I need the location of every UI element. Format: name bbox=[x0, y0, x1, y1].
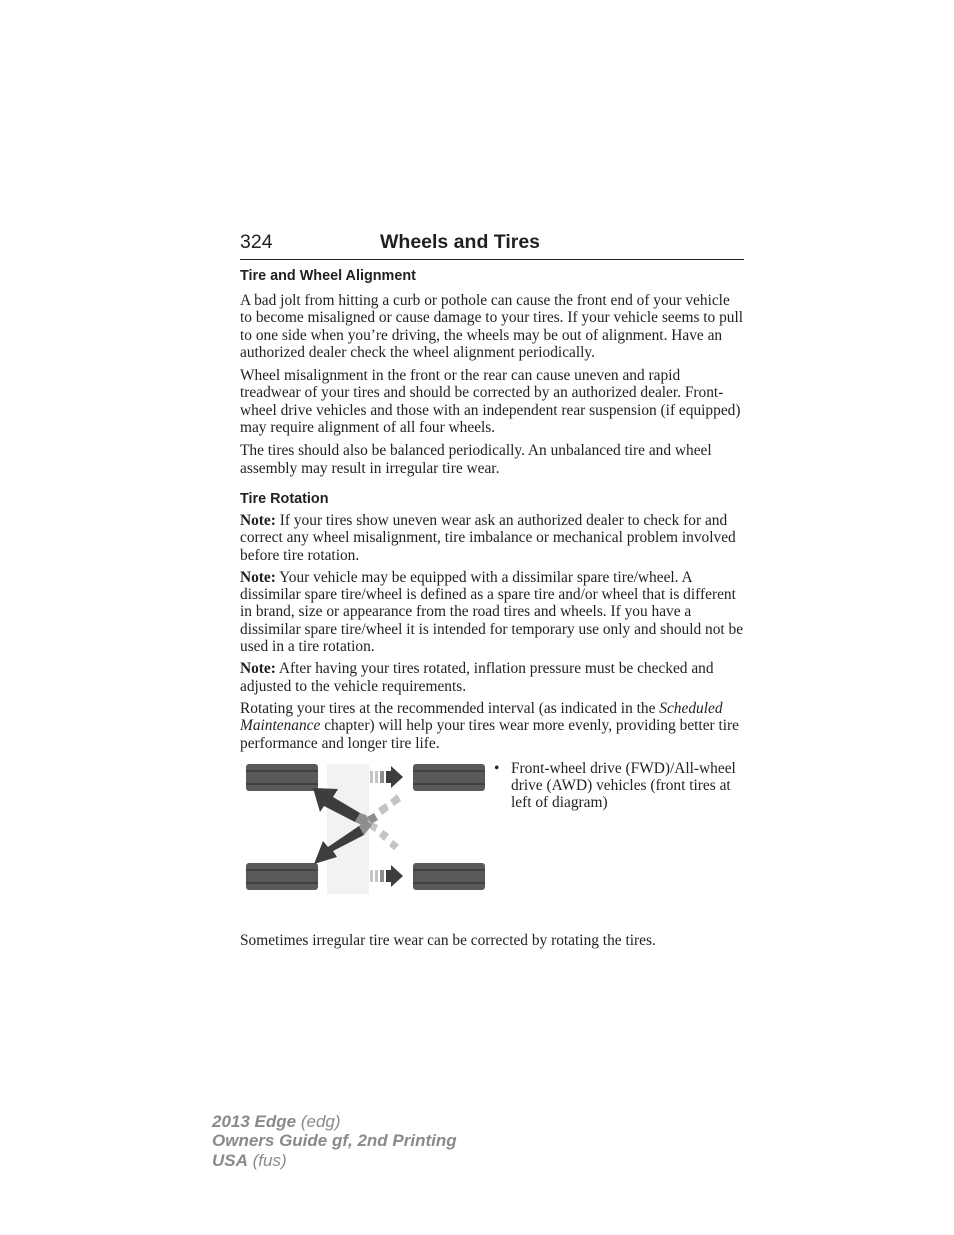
section-heading-rotation: Tire Rotation bbox=[240, 490, 329, 507]
arrow-front-to-rear-top bbox=[370, 766, 403, 788]
rotation-note-2 bbox=[240, 569, 744, 655]
section-heading-alignment: Tire and Wheel Alignment bbox=[240, 268, 416, 284]
closing-paragraph: Sometimes irregular tire wear can be corrected by rotating the tires. bbox=[240, 931, 656, 949]
note-label: Note: bbox=[240, 660, 276, 678]
page-content bbox=[240, 266, 744, 955]
rotation-note-1 bbox=[240, 512, 744, 564]
scheduled-maintenance-reference: Scheduled Maintenance bbox=[240, 699, 723, 735]
page-number: 324 bbox=[240, 231, 273, 253]
bullet-mark: • bbox=[494, 759, 500, 777]
note-text: Your vehicle may be equipped with a dissimilar spare tire/wheel. A dissimilar spare tire/wheel is defined as a spare tire and/or wheel that is different in brand, size or appearance from the road tires and wheels. If you have a dissimilar spare tire/wheel it is intended for temporary use only and should not be used in a tire rotation. bbox=[240, 568, 744, 656]
front-right-tire bbox=[246, 863, 318, 890]
page-header bbox=[240, 229, 744, 260]
alignment-paragraph-1: A bad jolt from hitting a curb or pothole can cause the front end of your vehicle to become misaligned or cause damage to your tires. If your vehicle seems to pull to one side when you’re driving, the wheels may be out of alignment. Have an authorized dealer check the wheel alignment periodically. bbox=[240, 292, 744, 361]
rotation-figure-row bbox=[240, 760, 744, 932]
rotation-paragraph bbox=[240, 700, 744, 752]
footer-line-guide bbox=[212, 1131, 457, 1150]
rotation-text-before: Rotating your tires at the recommended interval (as indicated in the bbox=[240, 699, 660, 717]
footer-guide: Owners Guide gf, 2nd Printing bbox=[212, 1131, 457, 1151]
alignment-paragraph-2: Wheel misalignment in the front or the rear can cause uneven and rapid treadwear of your tires and should be corrected by an authorized dealer. Front-wheel drive vehicles and those with an independent rear suspension (if equipped) may require alignment of all four wheels. bbox=[240, 367, 741, 437]
page-footer bbox=[212, 1112, 457, 1170]
note-text: After having your tires rotated, inflation pressure must be checked and adjusted to the vehicle requirements. bbox=[240, 660, 714, 695]
rotation-text-after: chapter) will help your tires wear more evenly, providing better tire performance and longer tire life. bbox=[240, 717, 740, 752]
rear-left-tire bbox=[413, 764, 485, 791]
arrow-front-to-rear-bottom bbox=[370, 865, 403, 887]
chapter-title: Wheels and Tires bbox=[380, 231, 541, 253]
footer-line-region bbox=[212, 1151, 457, 1170]
footer-region-code: (fus) bbox=[247, 1150, 287, 1170]
footer-region: USA bbox=[212, 1150, 248, 1170]
footer-line-model bbox=[212, 1112, 457, 1131]
bullet-text: Front-wheel drive (FWD)/All-wheel drive (AWD) vehicles (front tires at left of diagram) bbox=[511, 759, 736, 812]
rotation-note-3 bbox=[240, 660, 744, 695]
note-label: Note: bbox=[240, 568, 276, 586]
footer-model-code: (edg) bbox=[296, 1112, 341, 1131]
bullet-item-fwd-awd bbox=[494, 760, 744, 812]
alignment-paragraph-3: The tires should also be balanced periodically. An unbalanced tire and wheel assembly may result in irregular tire wear. bbox=[240, 442, 712, 477]
note-label: Note: bbox=[240, 511, 276, 529]
note-text: If your tires show uneven wear ask an authorized dealer to check for and correct any wheel misalignment, tire imbalance or mechanical problem involved before tire rotation. bbox=[240, 511, 736, 564]
tire-rotation-diagram bbox=[245, 760, 487, 895]
front-left-tire bbox=[246, 764, 318, 791]
rear-right-tire bbox=[413, 863, 485, 890]
footer-model: 2013 Edge bbox=[212, 1112, 297, 1131]
